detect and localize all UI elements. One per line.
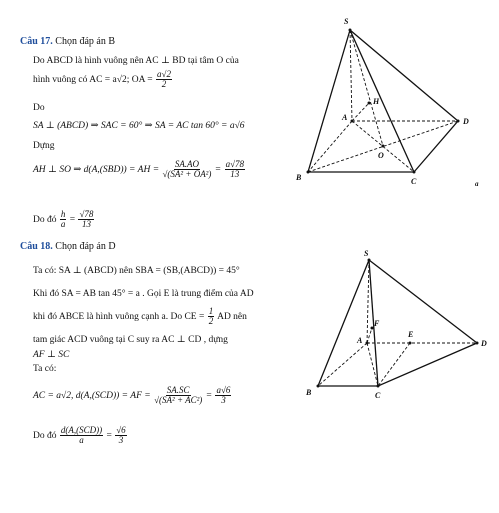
- q18-af-fraction1: [154, 386, 202, 406]
- q17-ah-text: AH ⊥ SO ⇒ d(A,(SBD)) = AH =: [33, 165, 160, 176]
- q18-line3: [33, 307, 247, 327]
- q18-line8: [33, 426, 128, 446]
- q18-line2: Khi đó SA = AB tan 45° = a . Gọi E là trung điểm của AD: [33, 289, 254, 299]
- q18-half-fraction: [208, 307, 215, 327]
- q18-line7: [33, 386, 232, 406]
- q17-ah-fraction2: [225, 160, 245, 180]
- q18-result-den1: a: [79, 435, 84, 446]
- q17-line2: [33, 70, 173, 90]
- q18-af-num2: a√6: [216, 385, 231, 395]
- edge-sb: [308, 30, 350, 172]
- label-b: B: [296, 173, 302, 182]
- q17-title: Câu 17.: [20, 36, 53, 47]
- label-c: C: [375, 391, 381, 398]
- point-h: [368, 102, 371, 105]
- q17-result-fraction2: [78, 210, 94, 230]
- edge-sd: [369, 260, 477, 343]
- label-a: A: [342, 113, 348, 122]
- q17-answer: Chọn đáp án B: [55, 36, 116, 47]
- q18-half-num: 1: [208, 306, 214, 316]
- q18-ce-text2: AD nên: [217, 312, 247, 323]
- label-d: D: [463, 117, 469, 126]
- seg-ah: [352, 103, 369, 121]
- q18-title: Câu 18.: [20, 241, 53, 252]
- q17-line4: SA ⊥ (ABCD) ⇒ SAC = 60° ⇒ SA = AC tan 60° = a√6: [33, 121, 245, 131]
- point-d: [457, 120, 460, 123]
- edge-ab: [318, 343, 367, 386]
- q17-line6: [33, 160, 246, 180]
- edge-sb: [318, 260, 369, 386]
- label-mark: a: [475, 180, 479, 188]
- seg-so: [350, 30, 383, 146]
- point-a: [351, 120, 354, 123]
- figure-pyramid-q18: [300, 248, 490, 398]
- q18-af-den1: √(SA² + AC²): [154, 395, 203, 406]
- q18-af-text: AC = a√2, d(A,(SCD)) = AF =: [33, 391, 151, 402]
- q17-line5: Dựng: [33, 141, 55, 151]
- q17-line1: Do ABCD là hình vuông nên AC ⊥ BD tại tâm O của: [33, 56, 239, 66]
- label-s: S: [344, 17, 349, 26]
- q18-line5: AF ⊥ SC: [33, 350, 70, 360]
- q18-result-num2: √6: [116, 425, 126, 435]
- point-c: [377, 385, 380, 388]
- label-d: D: [481, 339, 487, 348]
- q17-ah-den1: √(SA² + OA²): [162, 169, 212, 180]
- q17-line3: Do: [33, 103, 45, 113]
- q17-result-den2: 13: [81, 219, 91, 230]
- q17-ah-eq: =: [214, 165, 222, 176]
- point-s: [368, 259, 371, 262]
- q17-result-text: Do đó: [33, 215, 57, 226]
- figure-pyramid-q17: [290, 12, 490, 192]
- q18-af-den2: 3: [221, 395, 226, 406]
- q17-result-num2: √78: [79, 209, 94, 219]
- point-b: [317, 385, 320, 388]
- q17-result-num1: h: [60, 209, 66, 219]
- q18-af-fraction2: [215, 386, 231, 406]
- label-h: H: [373, 97, 380, 106]
- point-a: [366, 342, 369, 345]
- q17-ah-den2: 13: [230, 169, 240, 180]
- point-c: [413, 171, 416, 174]
- q18-result-eq: =: [106, 431, 112, 442]
- label-c: C: [411, 177, 417, 186]
- q18-result-fraction2: [115, 426, 126, 446]
- q17-heading: [20, 36, 115, 47]
- label-b: B: [306, 388, 312, 397]
- q18-half-den: 2: [208, 316, 214, 327]
- q17-oa-den: 2: [161, 79, 167, 90]
- edge-cd: [378, 343, 477, 386]
- q18-result-den2: 3: [118, 435, 124, 446]
- q17-result-den1: a: [60, 219, 66, 230]
- q18-af-eq: =: [205, 391, 213, 402]
- q17-result-eq: =: [69, 215, 76, 226]
- label-f: F: [374, 319, 380, 328]
- q18-result-num1: d(A,(SCD)): [60, 425, 103, 435]
- label-s: S: [364, 249, 369, 258]
- point-o: [382, 145, 385, 148]
- q18-line4: tam giác ACD vuông tại C suy ra AC ⊥ CD , dựng: [33, 335, 228, 345]
- label-e: E: [408, 330, 414, 339]
- edge-sa: [350, 30, 352, 121]
- label-a: A: [357, 336, 363, 345]
- edge-sa: [367, 260, 369, 343]
- point-d: [476, 342, 479, 345]
- q17-ah-num2: a√78: [225, 159, 245, 169]
- q18-line1: Ta có: SA ⊥ (ABCD) nên SBA = (SB,(ABCD)) = 45°: [33, 266, 240, 276]
- q18-line6: Ta có:: [33, 364, 57, 374]
- q17-oa-num: a√2: [157, 69, 171, 79]
- q18-result-fraction1: [60, 426, 103, 446]
- edge-sd: [350, 30, 458, 121]
- q17-ah-fraction1: [162, 160, 211, 180]
- q18-answer: Chọn đáp án D: [55, 241, 116, 252]
- point-b: [307, 171, 310, 174]
- q17-oa-fraction: [156, 70, 172, 90]
- q18-heading: [20, 241, 116, 252]
- q18-ce-text: khi đó ABCE là hình vuông cạnh a. Do CE =: [33, 312, 205, 323]
- q17-ah-num1: SA.AO: [174, 159, 200, 169]
- q18-result-text: Do đó: [33, 431, 57, 442]
- q18-af-num1: SA.SC: [166, 385, 190, 395]
- label-o: O: [378, 151, 384, 160]
- point-e: [409, 342, 412, 345]
- q17-result-fraction1: [60, 210, 67, 230]
- edge-ab: [308, 121, 352, 172]
- point-s: [349, 29, 352, 32]
- q17-line7: [33, 210, 95, 230]
- q17-line2-text: hình vuông có AC = a√2; OA =: [33, 75, 153, 86]
